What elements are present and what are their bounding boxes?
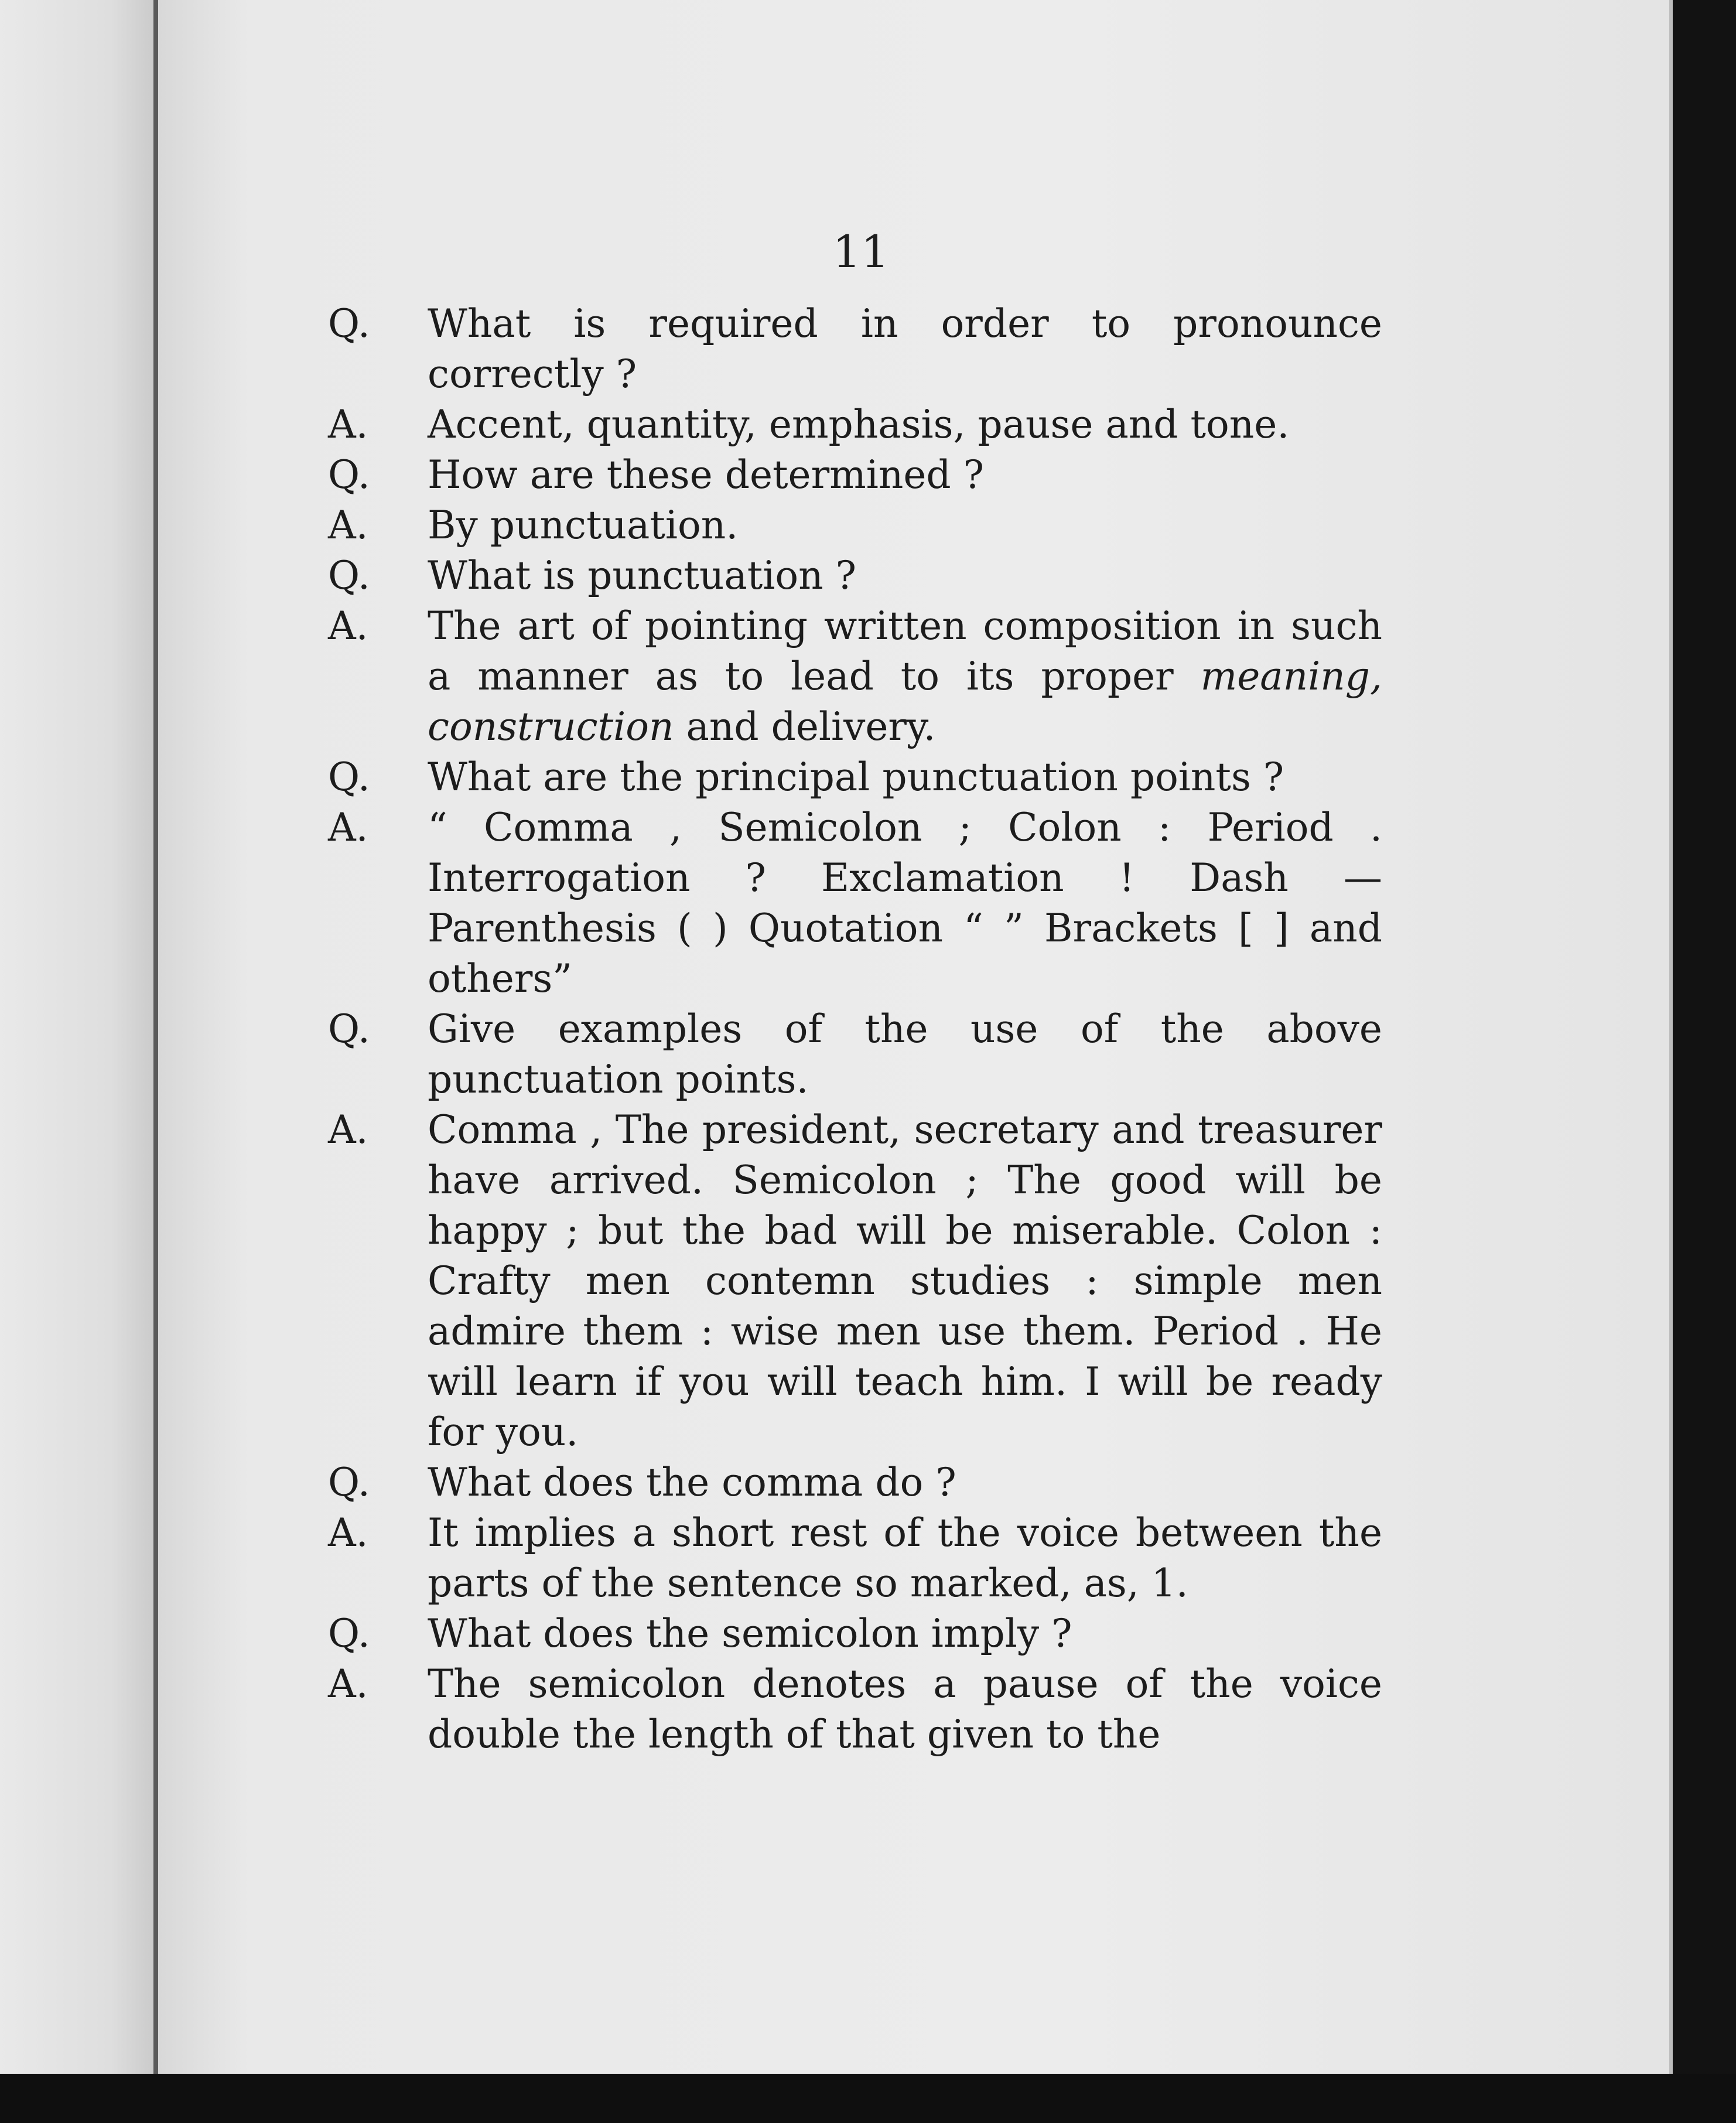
- entry-text: Comma , The president, secretary and treasurer have arrived. Semicolon ; The good will be happy ; but the bad will be miserable. Colon : Crafty men contemn studies : simple men admire them : wise men use them. Period . He will learn if you will teach him. I will be ready for you.: [428, 1107, 1382, 1455]
- entry-text: What are the principal punctuation points ?: [428, 755, 1284, 800]
- qa-entry: [328, 1508, 1382, 1609]
- entry-marker: Q.: [328, 301, 370, 346]
- qa-entry: [328, 299, 1382, 400]
- entry-text: The semicolon denotes a pause of the voice double the length of that given to the: [428, 1661, 1382, 1757]
- entry-marker: Q.: [328, 1611, 370, 1656]
- qa-entry: [328, 1609, 1382, 1659]
- bottom-shadow: [0, 2074, 1736, 2123]
- qa-entry: [328, 803, 1382, 1004]
- entry-marker: Q.: [328, 452, 370, 497]
- entry-text-italic: meaning, construction: [428, 654, 1382, 749]
- entry-marker: A.: [328, 402, 368, 447]
- entry-marker: Q.: [328, 553, 370, 598]
- entry-text: What does the comma do ?: [428, 1460, 956, 1505]
- entry-marker: A.: [328, 1510, 368, 1555]
- qa-entry: [328, 1004, 1382, 1105]
- entry-marker: Q.: [328, 1006, 370, 1052]
- entry-marker: Q.: [328, 755, 370, 800]
- entry-text: “ Comma , Semicolon ; Colon : Period . Interrogation ? Exclamation ! Dash — Parenthesis ( ) Quotation “ ” Brackets [ ] and others”: [428, 805, 1382, 1001]
- qa-entry: [328, 551, 1382, 601]
- qa-entry: [328, 601, 1382, 752]
- qa-entry: [328, 450, 1382, 500]
- entry-marker: A.: [328, 805, 368, 850]
- entry-marker: A.: [328, 503, 368, 548]
- qa-entry: [328, 1458, 1382, 1508]
- page-number: 11: [832, 226, 890, 278]
- entry-text: Give examples of the use of the above punctuation points.: [428, 1006, 1382, 1102]
- entry-text: What is required in order to pronounce correctly ?: [428, 301, 1382, 397]
- qa-list: [328, 299, 1382, 1760]
- entry-text: By punctuation.: [428, 503, 739, 548]
- entry-text: [428, 601, 1382, 752]
- qa-entry: [328, 1105, 1382, 1458]
- entry-text: Accent, quantity, emphasis, pause and tone.: [428, 402, 1290, 447]
- entry-text: How are these determined ?: [428, 452, 985, 497]
- entry-text-after: and delivery.: [674, 704, 936, 749]
- entry-marker: Q.: [328, 1460, 370, 1505]
- entry-marker: A.: [328, 603, 368, 648]
- entry-marker: A.: [328, 1661, 368, 1706]
- entry-text: What does the semicolon imply ?: [428, 1611, 1072, 1656]
- qa-entry: [328, 500, 1382, 551]
- qa-entry: [328, 752, 1382, 803]
- qa-entry: [328, 1659, 1382, 1760]
- left-page-edge: [0, 0, 158, 2086]
- entry-text-before: The art of pointing written composition in such a manner as to lead to its proper: [428, 603, 1382, 699]
- entry-text: It implies a short rest of the voice between the parts of the sentence so marked, as, 1.: [428, 1510, 1382, 1606]
- entry-text: What is punctuation ?: [428, 553, 856, 598]
- entry-marker: A.: [328, 1107, 368, 1152]
- book-gutter: [153, 0, 158, 2086]
- qa-entry: [328, 400, 1382, 450]
